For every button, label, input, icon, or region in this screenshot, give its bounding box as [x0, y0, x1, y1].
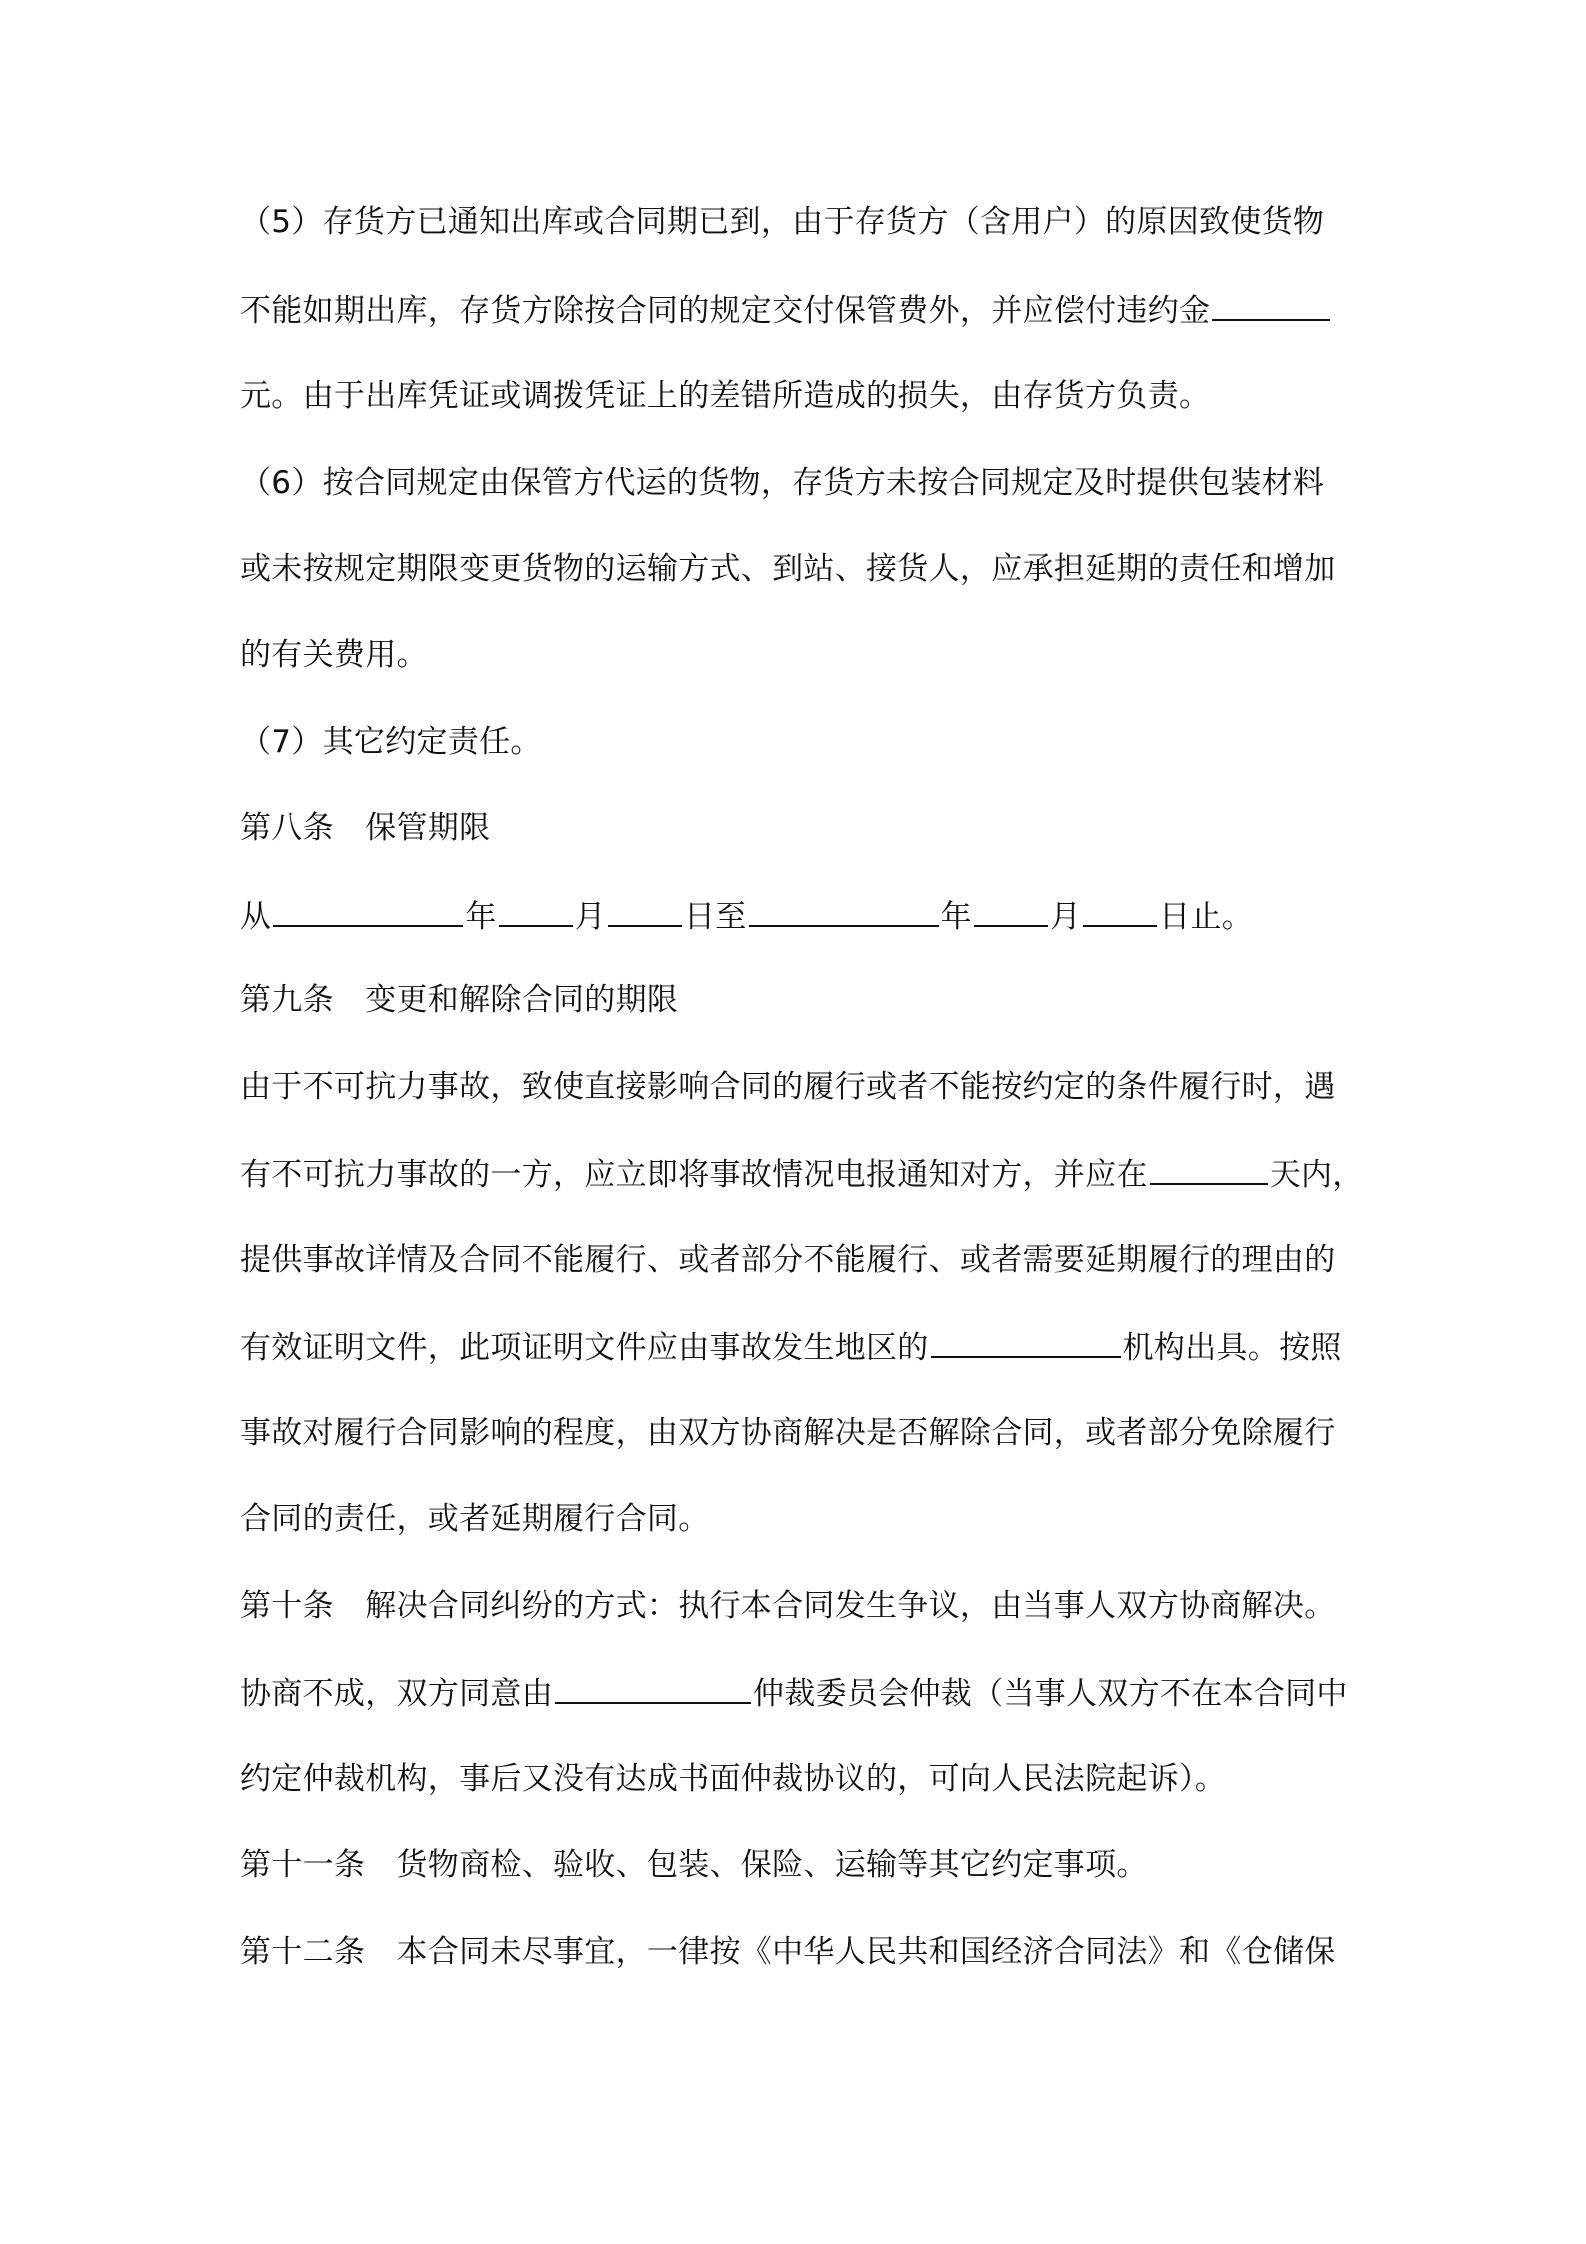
clause-9-line-1	[240, 1067, 1360, 1107]
clause-9-line-2	[240, 1153, 1364, 1195]
end-day-blank[interactable]	[1083, 895, 1157, 927]
text-segment: 第十二条 本合同未尽事宜，一律按《中华人民共和国经济合同法》和《仓储保	[240, 1934, 1336, 1970]
clause-9-line-6	[240, 1499, 1360, 1539]
text-segment: 天内，	[1269, 1157, 1364, 1193]
clause-8-heading	[240, 808, 1360, 848]
text-segment: 的有关费用。	[240, 637, 428, 673]
text-segment: 仲裁委员会仲裁（当事人双方不在本合同中	[753, 1676, 1348, 1712]
clause-10-line-3	[240, 1759, 1360, 1799]
text-segment: 日止。	[1159, 899, 1254, 935]
text-segment: 月	[574, 899, 606, 935]
clause-7-item-6-line-1	[240, 463, 1360, 503]
text-segment: （7）其它约定责任。	[240, 724, 542, 760]
text-segment: 日至	[683, 899, 747, 935]
text-segment: 有效证明文件，此项证明文件应由事故发生地区的	[240, 1330, 929, 1366]
text-segment: 第八条 保管期限	[240, 810, 491, 846]
certifying-agency-blank[interactable]	[931, 1326, 1121, 1358]
start-month-blank[interactable]	[499, 895, 573, 927]
text-segment: （5）存货方已通知出库或合同期已到，由于存货方（含用户）的原因致使货物	[240, 204, 1325, 240]
text-segment: 协商不成，双方同意由	[240, 1676, 553, 1712]
clause-7-item-5-line-2	[240, 289, 1360, 331]
text-segment: 机构出具。按照	[1122, 1330, 1342, 1366]
text-segment: 第九条 变更和解除合同的期限	[240, 982, 679, 1018]
text-segment: 事故对履行合同影响的程度，由双方协商解决是否解除合同，或者部分免除履行	[240, 1415, 1336, 1451]
clause-11	[240, 1845, 1360, 1885]
text-segment: 约定仲裁机构，事后又没有达成书面仲裁协议的，可向人民法院起诉）。	[240, 1761, 1227, 1797]
clause-9-line-4	[240, 1326, 1360, 1368]
storage-period-line	[240, 895, 1360, 937]
text-segment: 第十条 解决合同纠纷的方式：执行本合同发生争议，由当事人双方协商解决。	[240, 1588, 1336, 1624]
notice-days-blank[interactable]	[1150, 1153, 1268, 1185]
penalty-amount-blank[interactable]	[1212, 289, 1330, 321]
clause-7-item-5-line-3	[240, 376, 1360, 416]
clause-9-heading	[240, 980, 1360, 1020]
text-segment: 有不可抗力事故的一方，应立即将事故情况电报通知对方，并应在	[240, 1157, 1148, 1193]
clause-10-line-2	[240, 1672, 1360, 1714]
text-segment: 从	[240, 899, 272, 935]
text-segment: 合同的责任，或者延期履行合同。	[240, 1501, 710, 1537]
text-segment: 年	[940, 899, 972, 935]
text-segment: 不能如期出库，存货方除按合同的规定交付保管费外，并应偿付违约金	[240, 293, 1211, 329]
clause-7-item-6-line-3	[240, 635, 1360, 675]
arbitration-committee-blank[interactable]	[555, 1672, 751, 1704]
start-day-blank[interactable]	[608, 895, 682, 927]
clause-7-item-6-line-2	[240, 549, 1360, 589]
clause-10-line-1	[240, 1586, 1360, 1626]
end-month-blank[interactable]	[974, 895, 1048, 927]
text-segment: 或未按规定期限变更货物的运输方式、到站、接货人，应承担延期的责任和增加	[240, 551, 1336, 587]
clause-9-line-5	[240, 1413, 1360, 1453]
text-segment: 元。由于出库凭证或调拨凭证上的差错所造成的损失，由存货方负责。	[240, 378, 1211, 414]
text-segment: 提供事故详情及合同不能履行、或者部分不能履行、或者需要延期履行的理由的	[240, 1242, 1336, 1278]
text-segment: 月	[1049, 899, 1082, 935]
end-year-blank[interactable]	[749, 895, 939, 927]
clause-12-line-1	[240, 1932, 1360, 1972]
text-segment: （6）按合同规定由保管方代运的货物，存货方未按合同规定及时提供包装材料	[240, 465, 1325, 501]
text-segment: 由于不可抗力事故，致使直接影响合同的履行或者不能按约定的条件履行时，遇	[240, 1069, 1336, 1105]
clause-9-line-3	[240, 1240, 1360, 1280]
text-segment: 年	[465, 899, 497, 935]
clause-7-item-7	[240, 722, 1360, 762]
text-segment: 第十一条 货物商检、验收、包装、保险、运输等其它约定事项。	[240, 1847, 1148, 1883]
clause-7-item-5-line-1	[240, 202, 1360, 242]
start-year-blank[interactable]	[273, 895, 463, 927]
